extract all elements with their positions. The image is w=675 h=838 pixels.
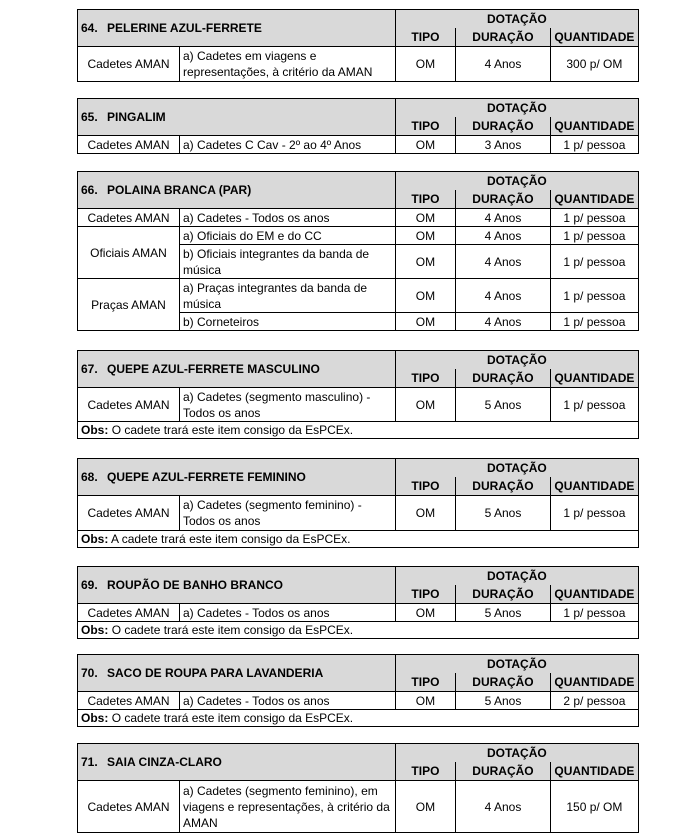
duracao-cell: 4 Anos [456, 781, 551, 833]
tipo-cell: OM [395, 604, 456, 622]
obs-text: O cadete trará este item consigo da EsPCEx. [111, 711, 354, 725]
item-number: 64. [81, 20, 107, 36]
item-number: 65. [81, 109, 107, 125]
quantidade-header: QUANTIDADE [550, 28, 638, 47]
group-cell: Cadetes AMAN [78, 209, 180, 227]
duracao-cell: 3 Anos [456, 136, 551, 154]
quantidade-header: QUANTIDADE [550, 190, 638, 209]
item-number: 66. [81, 182, 107, 198]
description-cell: b) Corneteiros [179, 313, 395, 331]
group-cell: Cadetes AMAN [78, 781, 180, 833]
quantidade-cell: 300 p/ OM [550, 47, 638, 82]
dotacao-header: DOTAÇÃO [395, 351, 638, 370]
obs-row [78, 710, 639, 727]
description-cell: a) Cadetes - Todos os anos [179, 209, 395, 227]
item-71-table [77, 743, 639, 833]
item-header [78, 655, 396, 692]
description-cell: b) Oficiais integrantes da banda de música [179, 245, 395, 279]
description-cell: a) Cadetes (segmento masculino) - Todos os anos [179, 388, 395, 422]
obs-text: A cadete trará este item consigo da EsPCEx. [111, 532, 351, 546]
table-row [78, 47, 639, 82]
quantidade-header: QUANTIDADE [550, 762, 638, 781]
tipo-cell: OM [395, 47, 456, 82]
obs-row [78, 422, 639, 439]
tipo-cell: OM [395, 781, 456, 833]
dotacao-header: DOTAÇÃO [395, 567, 638, 586]
obs-label: Obs: [81, 711, 109, 725]
obs-cell [78, 622, 639, 639]
quantidade-header: QUANTIDADE [550, 673, 638, 692]
duracao-cell: 5 Anos [456, 388, 551, 422]
obs-row [78, 622, 639, 639]
duracao-cell: 4 Anos [456, 227, 551, 245]
quantidade-header: QUANTIDADE [550, 369, 638, 388]
quantidade-header: QUANTIDADE [550, 585, 638, 604]
dotacao-header: DOTAÇÃO [395, 10, 638, 29]
item-header [78, 10, 396, 47]
item-number: 69. [81, 577, 107, 593]
tipo-header: TIPO [395, 585, 456, 604]
obs-text: O cadete trará este item consigo da EsPCEx. [111, 623, 354, 637]
tipo-header: TIPO [395, 190, 456, 209]
quantidade-cell: 1 p/ pessoa [550, 496, 638, 531]
tipo-cell: OM [395, 388, 456, 422]
table-row [78, 692, 639, 710]
tipo-cell: OM [395, 136, 456, 154]
item-66-table [77, 171, 639, 331]
group-cell: Praças AMAN [78, 279, 180, 331]
dotacao-header: DOTAÇÃO [395, 172, 638, 191]
description-cell: a) Oficiais do EM e do CC [179, 227, 395, 245]
tipo-cell: OM [395, 313, 456, 331]
duracao-cell: 5 Anos [456, 604, 551, 622]
tipo-header: TIPO [395, 28, 456, 47]
dotacao-header: DOTAÇÃO [395, 655, 638, 674]
quantidade-cell: 1 p/ pessoa [550, 227, 638, 245]
table-row [78, 496, 639, 531]
item-header [78, 351, 396, 388]
obs-text: O cadete trará este item consigo da EsPCEx. [111, 423, 354, 437]
dotacao-header: DOTAÇÃO [395, 744, 638, 763]
quantidade-cell: 1 p/ pessoa [550, 209, 638, 227]
group-cell: Cadetes AMAN [78, 692, 180, 710]
description-cell: a) Cadetes C Cav - 2º ao 4º Anos [179, 136, 395, 154]
table-row [78, 136, 639, 154]
item-title: QUEPE AZUL-FERRETE FEMININO [107, 469, 392, 485]
item-64-table [77, 9, 639, 82]
duracao-cell: 5 Anos [456, 496, 551, 531]
tipo-header: TIPO [395, 477, 456, 496]
duracao-cell: 4 Anos [456, 245, 551, 279]
duracao-header: DURAÇÃO [456, 673, 551, 692]
item-number: 70. [81, 665, 107, 681]
duracao-cell: 4 Anos [456, 209, 551, 227]
obs-cell [78, 710, 639, 727]
table-row [78, 209, 639, 227]
item-title: ROUPÃO DE BANHO BRANCO [107, 577, 392, 593]
tipo-cell: OM [395, 245, 456, 279]
quantidade-cell: 1 p/ pessoa [550, 313, 638, 331]
quantidade-cell: 1 p/ pessoa [550, 388, 638, 422]
table-row [78, 279, 639, 313]
item-title: SAIA CINZA-CLARO [107, 754, 392, 770]
obs-row [78, 531, 639, 548]
duracao-header: DURAÇÃO [456, 117, 551, 136]
description-cell: a) Cadetes em viagens e representações, à critério da AMAN [179, 47, 395, 82]
tipo-cell: OM [395, 227, 456, 245]
description-cell: a) Cadetes - Todos os anos [179, 604, 395, 622]
duracao-cell: 4 Anos [456, 313, 551, 331]
item-header [78, 172, 396, 209]
description-cell: a) Cadetes (segmento feminino) - Todos os anos [179, 496, 395, 531]
tipo-header: TIPO [395, 369, 456, 388]
item-header [78, 567, 396, 604]
item-title: SACO DE ROUPA PARA LAVANDERIA [107, 665, 392, 681]
group-cell: Cadetes AMAN [78, 604, 180, 622]
item-65-table [77, 98, 639, 154]
obs-cell [78, 531, 639, 548]
item-header [78, 459, 396, 496]
quantidade-cell: 150 p/ OM [550, 781, 638, 833]
item-number: 67. [81, 361, 107, 377]
tipo-header: TIPO [395, 762, 456, 781]
description-cell: a) Cadetes (segmento feminino), em viagens e representações, à critério da AMAN [179, 781, 395, 833]
duracao-header: DURAÇÃO [456, 190, 551, 209]
description-cell: a) Cadetes - Todos os anos [179, 692, 395, 710]
table-row [78, 227, 639, 245]
quantidade-cell: 1 p/ pessoa [550, 245, 638, 279]
quantidade-header: QUANTIDADE [550, 477, 638, 496]
obs-label: Obs: [81, 423, 109, 437]
duracao-cell: 4 Anos [456, 279, 551, 313]
duracao-header: DURAÇÃO [456, 369, 551, 388]
item-number: 71. [81, 754, 107, 770]
item-70-table [77, 654, 639, 727]
item-title: POLAINA BRANCA (PAR) [107, 182, 392, 198]
item-title: QUEPE AZUL-FERRETE MASCULINO [107, 361, 392, 377]
quantidade-cell: 1 p/ pessoa [550, 136, 638, 154]
duracao-header: DURAÇÃO [456, 585, 551, 604]
quantidade-cell: 1 p/ pessoa [550, 604, 638, 622]
quantidade-cell: 2 p/ pessoa [550, 692, 638, 710]
quantidade-cell: 1 p/ pessoa [550, 279, 638, 313]
tipo-cell: OM [395, 496, 456, 531]
duracao-header: DURAÇÃO [456, 762, 551, 781]
duracao-header: DURAÇÃO [456, 28, 551, 47]
group-cell: Oficiais AMAN [78, 227, 180, 279]
obs-label: Obs: [81, 532, 109, 546]
table-row [78, 781, 639, 833]
quantidade-header: QUANTIDADE [550, 117, 638, 136]
obs-cell [78, 422, 639, 439]
item-header [78, 99, 396, 136]
table-row [78, 604, 639, 622]
group-cell: Cadetes AMAN [78, 47, 180, 82]
duracao-header: DURAÇÃO [456, 477, 551, 496]
item-title: PELERINE AZUL-FERRETE [107, 20, 392, 36]
item-69-table [77, 566, 639, 639]
group-cell: Cadetes AMAN [78, 388, 180, 422]
dotacao-header: DOTAÇÃO [395, 99, 638, 118]
group-cell: Cadetes AMAN [78, 496, 180, 531]
tipo-header: TIPO [395, 117, 456, 136]
group-cell: Cadetes AMAN [78, 136, 180, 154]
item-67-table [77, 350, 639, 439]
duracao-cell: 5 Anos [456, 692, 551, 710]
obs-label: Obs: [81, 623, 109, 637]
tipo-cell: OM [395, 279, 456, 313]
item-68-table [77, 458, 639, 548]
description-cell: a) Praças integrantes da banda de música [179, 279, 395, 313]
tipo-cell: OM [395, 692, 456, 710]
table-row [78, 388, 639, 422]
dotacao-header: DOTAÇÃO [395, 459, 638, 478]
duracao-cell: 4 Anos [456, 47, 551, 82]
item-number: 68. [81, 469, 107, 485]
tipo-header: TIPO [395, 673, 456, 692]
item-title: PINGALIM [107, 109, 392, 125]
item-header [78, 744, 396, 781]
tipo-cell: OM [395, 209, 456, 227]
